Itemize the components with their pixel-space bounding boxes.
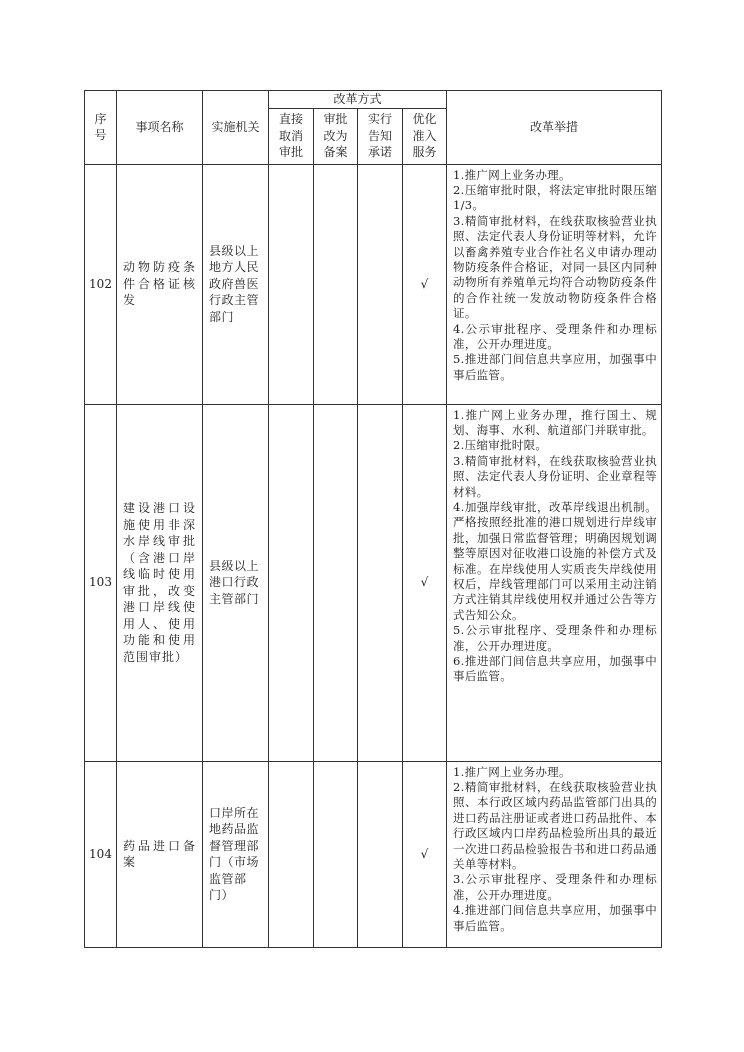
row-seq: 103 bbox=[85, 404, 117, 761]
header-seq: 序号 bbox=[85, 91, 117, 165]
row-cancel-cell bbox=[269, 761, 314, 947]
header-row bbox=[85, 91, 662, 109]
header-cancel-approval: 直接取消审批 bbox=[269, 108, 314, 164]
row-commitment-cell bbox=[358, 164, 403, 404]
table-row bbox=[85, 164, 662, 404]
row-filing-cell bbox=[314, 761, 358, 947]
row-filing-cell bbox=[314, 404, 358, 761]
row-item-name: 药品进口备案 bbox=[117, 761, 203, 947]
header-measures: 改革举措 bbox=[447, 91, 662, 165]
row-agency: 口岸所在地药品监督管理部门（市场监管部门） bbox=[203, 761, 269, 947]
row-item-name: 建设港口设施使用非深水岸线审批（含港口岸线临时使用审批，改变港口岸线使用人、使用功能和使用范围审批） bbox=[117, 404, 203, 761]
row-cancel-cell bbox=[269, 404, 314, 761]
row-filing-cell bbox=[314, 164, 358, 404]
row-seq: 104 bbox=[85, 761, 117, 947]
header-notification-commitment: 实行告知承诺 bbox=[358, 108, 403, 164]
table-row bbox=[85, 761, 662, 947]
row-measures: 1.推广网上业务办理。 2.压缩审批时限，将法定审批时限压缩1/3。 3.精简审批材料，在线获取核验营业执照、法定代表人身份证明等材料，允许以畜禽养殖专业合作社名义申请办理动物防疫条件合格证，对同一县区内同种动物所有养殖单元均符合动物防疫条件的合作社统一发放动物防疫条件合格证。 4.公示审批程序、受理条件和办理标准，公开办理进度。 5.推进部门间信息共享应用，加强事中事后监管。 bbox=[447, 164, 662, 404]
row-agency: 县级以上地方人民政府兽医行政主管部门 bbox=[203, 164, 269, 404]
check-mark: √ bbox=[403, 164, 447, 404]
row-commitment-cell bbox=[358, 761, 403, 947]
row-item-name: 动物防疫条件合格证核发 bbox=[117, 164, 203, 404]
table-row bbox=[85, 404, 662, 761]
header-reform-mode: 改革方式 bbox=[269, 91, 447, 109]
row-cancel-cell bbox=[269, 164, 314, 404]
header-approval-to-filing: 审批改为备案 bbox=[314, 108, 358, 164]
row-measures: 1.推广网上业务办理，推行国土、规划、海事、水利、航道部门并联审批。 2.压缩审批时限。 3.精简审批材料，在线获取核验营业执照、法定代表人身份证明、企业章程等材料。 4.加强岸线审批，改革岸线退出机制。严格按照经批准的港口规划进行岸线审批，加强日常监督管理；明确因规划调整等原因对征收港口设施的补偿方式及标准。在岸线使用人实质丧失岸线使用权后，岸线管理部门可以采用主动注销方式注销其岸线使用权并通过公告等方式告知公众。 5.公示审批程序、受理条件和办理标准，公开办理进度。 6.推进部门间信息共享应用，加强事中事后监管。 bbox=[447, 404, 662, 761]
row-agency: 县级以上港口行政主管部门 bbox=[203, 404, 269, 761]
reform-table bbox=[84, 90, 662, 948]
row-seq: 102 bbox=[85, 164, 117, 404]
header-item-name: 事项名称 bbox=[117, 91, 203, 165]
header-optimize-access: 优化准入服务 bbox=[403, 108, 447, 164]
check-mark: √ bbox=[403, 404, 447, 761]
row-measures: 1.推广网上业务办理。 2.精简审批材料，在线获取核验营业执照、本行政区域内药品监管部门出具的进口药品注册证或者进口药品批件、本行政区域内口岸药品检验所出具的最近一次进口药品检验报告书和进口药品通关单等材料。 3.公示审批程序、受理条件和办理标准，公开办理进度。 4.推进部门间信息共享应用，加强事中事后监管。 bbox=[447, 761, 662, 947]
row-commitment-cell bbox=[358, 404, 403, 761]
check-mark: √ bbox=[403, 761, 447, 947]
header-agency: 实施机关 bbox=[203, 91, 269, 165]
